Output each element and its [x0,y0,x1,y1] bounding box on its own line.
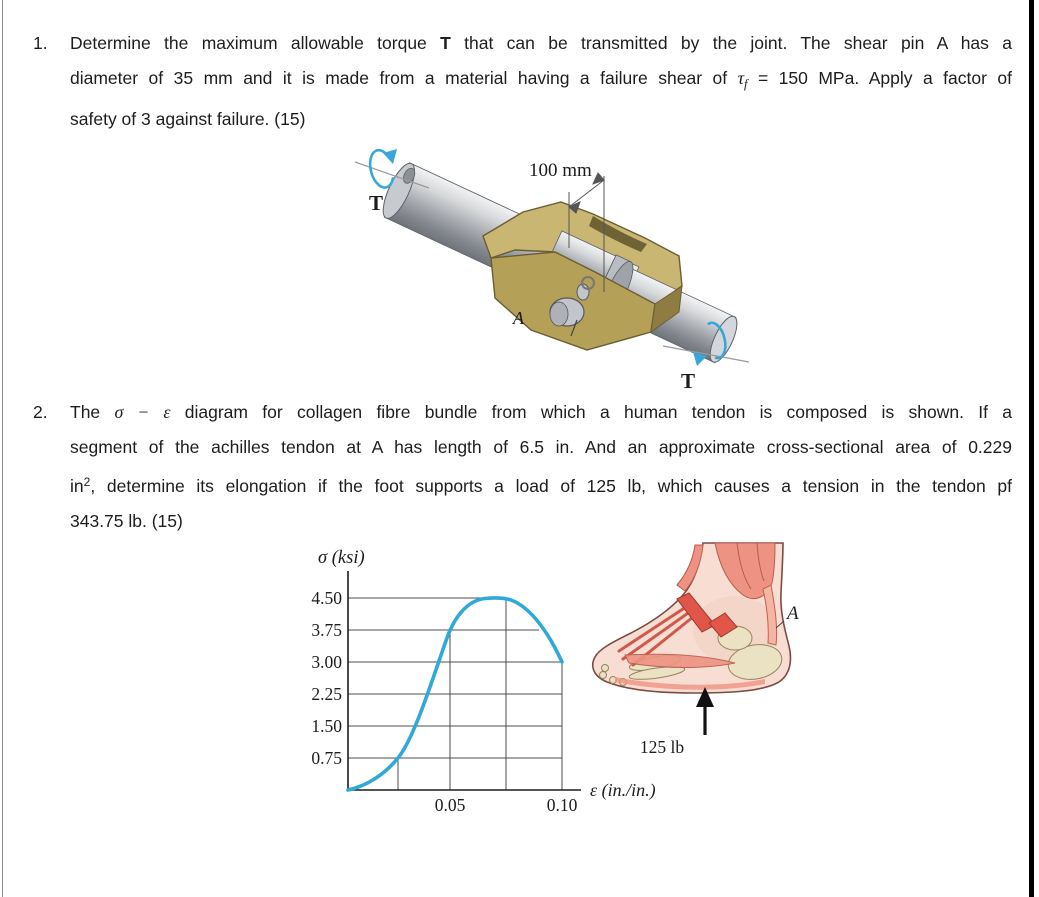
load-arrow-icon [696,687,714,735]
y-tick-4.50: 4.50 [311,588,342,608]
x-tick-0.10: 0.10 [546,795,578,815]
y-tick-1.50: 1.50 [311,716,342,736]
q1-text: = 150 MPa. Apply a factor of [747,68,1013,88]
dimension-arrowhead-right [593,173,604,184]
x-tick-0.05: 0.05 [434,795,466,815]
pin-face [550,302,568,326]
y-tick-2.25: 2.25 [311,684,342,704]
q1-torque-symbol: T [440,33,451,53]
question-2-line-4: 343.75 lb. (15) [70,511,183,531]
page-right-border [1029,0,1034,897]
y-tick-labels [311,588,342,768]
torque-label-top: T [369,191,384,215]
figure-joint-illustration [345,140,755,395]
page-left-border [2,0,3,897]
question-2-number: 2. [33,402,48,422]
question-2-line-1 [70,395,1012,430]
x-axis-label: ε (in./in.) [590,780,656,800]
question-1-line-1 [70,26,1012,61]
question-1-number: 1. [33,33,48,53]
y-tick-3.00: 3.00 [311,652,342,672]
y-tick-3.75: 3.75 [311,620,342,640]
torque-arrowhead-top [383,149,397,164]
question-2-line-3 [70,465,1012,504]
question-1-line-3: safety of 3 against failure. (15) [70,109,306,129]
q1-tau-symbol: τ [737,68,745,88]
y-axis-label: σ (ksi) [318,548,365,568]
q2-superscript-2: 2 [83,475,91,489]
load-label: 125 lb [639,737,685,757]
torque-label-bottom: T [681,369,696,393]
pin-label: A [513,308,524,328]
q1-text: Determine the maximum allowable torque [70,33,441,53]
q2-text: in [70,476,84,496]
tendon-label: A [787,603,799,624]
q1-tau-subscript: f [744,77,748,91]
question-2-line-2: segment of the achilles tendon at A has length of 6.5 in. And an approximate cross-sectional area of 0.229 [70,437,1012,457]
chart-gridlines [348,598,562,790]
foot-illustration [585,535,905,795]
q2-text: diagram for collagen fibre bundle from which a human tendon is composed is shown. If a [170,402,1012,422]
q1-text: that can be transmitted by the joint. The shear pin A has a [450,33,1012,53]
q2-sigma-epsilon-symbols: σ − ε [114,402,171,422]
toe-bone [600,672,607,679]
chart-axes [348,571,581,790]
q1-text: diameter of 35 mm and it is made from a material having a failure shear of [70,68,738,88]
dimension-label: 100 mm [529,160,592,181]
y-tick-0.75: 0.75 [311,748,342,768]
x-tick-labels [435,795,578,815]
q2-text: The [70,402,115,422]
toe-bone [602,665,609,672]
dimension-leader-line [569,180,604,207]
question-1-line-2 [70,61,1012,102]
q2-text: , determine its elongation if the foot supports a load of 125 lb, which causes a tension in the tendon pf [90,476,1012,496]
